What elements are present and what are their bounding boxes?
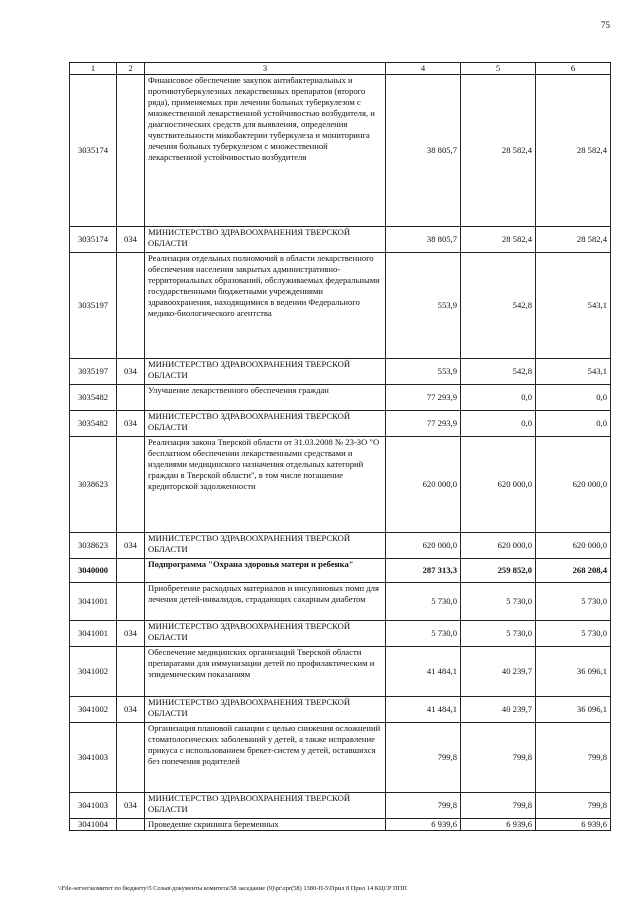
amount-year1-cell: 41 484,1 — [386, 697, 461, 723]
table-row — [70, 723, 611, 793]
amount-year2-cell: 40 239,7 — [461, 697, 536, 723]
description-cell: Улучшение лекарственного обеспечения граждан — [145, 385, 386, 411]
department-code-cell — [117, 75, 145, 227]
amount-year3-cell: 36 096,1 — [536, 697, 611, 723]
target-code-cell: 3038623 — [70, 533, 117, 559]
department-code-cell — [117, 647, 145, 697]
amount-year1-cell: 41 484,1 — [386, 647, 461, 697]
department-code-cell — [117, 437, 145, 533]
amount-year2-cell: 0,0 — [461, 411, 536, 437]
table-row — [70, 583, 611, 621]
description-cell: Приобретение расходных материалов и инсулиновых помп для лечения детей-инвалидов, страдающих сахарным диабетом — [145, 583, 386, 621]
description-cell: Организация плановой санации с целью снижения осложнений стоматологических заболеваний у детей, а также исправление прикуса с использованием брекет-систем у детей, оставшихся без попечения родителей — [145, 723, 386, 793]
amount-year2-cell: 6 939,6 — [461, 819, 536, 831]
amount-year3-cell: 5 730,0 — [536, 583, 611, 621]
amount-year1-cell: 5 730,0 — [386, 583, 461, 621]
department-code-cell — [117, 385, 145, 411]
amount-year1-cell: 6 939,6 — [386, 819, 461, 831]
table-row — [70, 559, 611, 583]
target-code-cell: 3041001 — [70, 583, 117, 621]
amount-year3-cell: 620 000,0 — [536, 437, 611, 533]
amount-year1-cell: 287 313,3 — [386, 559, 461, 583]
column-header-3: 3 — [145, 63, 386, 75]
table-row — [70, 437, 611, 533]
amount-year3-cell: 543,1 — [536, 253, 611, 359]
amount-year1-cell: 620 000,0 — [386, 437, 461, 533]
department-code-cell — [117, 583, 145, 621]
description-cell: Подпрограмма "Охрана здоровья матери и ребенка" — [145, 559, 386, 583]
description-cell: Обеспечение медицинских организаций Тверской области препаратами для иммунизации детей по профилактическим и эпидемическим показаниям — [145, 647, 386, 697]
target-code-cell: 3035197 — [70, 253, 117, 359]
table-row — [70, 533, 611, 559]
amount-year3-cell: 799,8 — [536, 793, 611, 819]
amount-year2-cell: 799,8 — [461, 793, 536, 819]
amount-year2-cell: 620 000,0 — [461, 533, 536, 559]
description-cell: МИНИСТЕРСТВО ЗДРАВООХРАНЕНИЯ ТВЕРСКОЙ ОБЛАСТИ — [145, 697, 386, 723]
description-cell: МИНИСТЕРСТВО ЗДРАВООХРАНЕНИЯ ТВЕРСКОЙ ОБЛАСТИ — [145, 359, 386, 385]
target-code-cell: 3038623 — [70, 437, 117, 533]
amount-year2-cell: 259 852,0 — [461, 559, 536, 583]
description-cell: МИНИСТЕРСТВО ЗДРАВООХРАНЕНИЯ ТВЕРСКОЙ ОБЛАСТИ — [145, 621, 386, 647]
department-code-cell: 034 — [117, 621, 145, 647]
amount-year2-cell: 28 582,4 — [461, 75, 536, 227]
amount-year2-cell: 5 730,0 — [461, 621, 536, 647]
amount-year1-cell: 77 293,9 — [386, 385, 461, 411]
budget-table — [69, 62, 611, 831]
amount-year2-cell: 28 582,4 — [461, 227, 536, 253]
table-row — [70, 75, 611, 227]
target-code-cell: 3041001 — [70, 621, 117, 647]
description-cell: МИНИСТЕРСТВО ЗДРАВООХРАНЕНИЯ ТВЕРСКОЙ ОБЛАСТИ — [145, 411, 386, 437]
amount-year3-cell: 28 582,4 — [536, 75, 611, 227]
department-code-cell: 034 — [117, 697, 145, 723]
description-cell: Реализация отдельных полномочий в области лекарственного обеспечения населения закрытых административно-территориальных образований, обслуживаемых федеральными государственными бюджетными учреждениями здравоохранения, находящимися в ведении Федерального медико-биологического агентства — [145, 253, 386, 359]
amount-year2-cell: 620 000,0 — [461, 437, 536, 533]
target-code-cell: 3041002 — [70, 697, 117, 723]
amount-year3-cell: 268 208,4 — [536, 559, 611, 583]
amount-year1-cell: 38 805,7 — [386, 227, 461, 253]
target-code-cell: 3041003 — [70, 793, 117, 819]
amount-year3-cell: 799,8 — [536, 723, 611, 793]
amount-year3-cell: 6 939,6 — [536, 819, 611, 831]
description-cell: МИНИСТЕРСТВО ЗДРАВООХРАНЕНИЯ ТВЕРСКОЙ ОБЛАСТИ — [145, 227, 386, 253]
page-number: 75 — [601, 20, 610, 30]
column-header-2: 2 — [117, 63, 145, 75]
column-header-1: 1 — [70, 63, 117, 75]
amount-year2-cell: 40 239,7 — [461, 647, 536, 697]
table-row — [70, 621, 611, 647]
target-code-cell: 3035482 — [70, 411, 117, 437]
amount-year2-cell: 542,8 — [461, 359, 536, 385]
table-row — [70, 227, 611, 253]
department-code-cell: 034 — [117, 359, 145, 385]
table-row — [70, 793, 611, 819]
target-code-cell: 3040000 — [70, 559, 117, 583]
file-path-footer: \\File-server\комитет по бюджету\5 Созыв\документы комитета\58 заседание (9)\pr\zpr(58) 1380-П-5\Прил 8 Прил 14 КЦСР ППП — [58, 885, 407, 892]
column-number-row — [70, 63, 611, 75]
amount-year1-cell: 553,9 — [386, 253, 461, 359]
department-code-cell: 034 — [117, 227, 145, 253]
amount-year1-cell: 553,9 — [386, 359, 461, 385]
description-cell: Проведение скрининга беременных — [145, 819, 386, 831]
amount-year1-cell: 799,8 — [386, 793, 461, 819]
column-header-4: 4 — [386, 63, 461, 75]
amount-year2-cell: 5 730,0 — [461, 583, 536, 621]
department-code-cell — [117, 253, 145, 359]
amount-year1-cell: 620 000,0 — [386, 533, 461, 559]
table-row — [70, 697, 611, 723]
column-header-6: 6 — [536, 63, 611, 75]
amount-year1-cell: 77 293,9 — [386, 411, 461, 437]
amount-year3-cell: 28 582,4 — [536, 227, 611, 253]
table-row — [70, 385, 611, 411]
amount-year3-cell: 543,1 — [536, 359, 611, 385]
amount-year3-cell: 0,0 — [536, 411, 611, 437]
amount-year1-cell: 5 730,0 — [386, 621, 461, 647]
target-code-cell: 3035482 — [70, 385, 117, 411]
amount-year1-cell: 799,8 — [386, 723, 461, 793]
amount-year3-cell: 620 000,0 — [536, 533, 611, 559]
amount-year3-cell: 0,0 — [536, 385, 611, 411]
department-code-cell — [117, 559, 145, 583]
amount-year3-cell: 5 730,0 — [536, 621, 611, 647]
amount-year2-cell: 799,8 — [461, 723, 536, 793]
target-code-cell: 3041004 — [70, 819, 117, 831]
description-cell: МИНИСТЕРСТВО ЗДРАВООХРАНЕНИЯ ТВЕРСКОЙ ОБЛАСТИ — [145, 533, 386, 559]
target-code-cell: 3041002 — [70, 647, 117, 697]
amount-year1-cell: 38 805,7 — [386, 75, 461, 227]
description-cell: Реализация закона Тверской области от 31.03.2008 № 23-ЗО "О бесплатном обеспечении лекарственными средствами и изделиями медицинского назначения отдельных категорий граждан в Тверской области", в том числе погашение кредиторской задолженности — [145, 437, 386, 533]
amount-year2-cell: 542,8 — [461, 253, 536, 359]
target-code-cell: 3035174 — [70, 227, 117, 253]
table-row — [70, 819, 611, 831]
department-code-cell: 034 — [117, 793, 145, 819]
department-code-cell: 034 — [117, 533, 145, 559]
table-row — [70, 647, 611, 697]
description-cell: МИНИСТЕРСТВО ЗДРАВООХРАНЕНИЯ ТВЕРСКОЙ ОБЛАСТИ — [145, 793, 386, 819]
target-code-cell: 3041003 — [70, 723, 117, 793]
department-code-cell: 034 — [117, 411, 145, 437]
description-cell: Финансовое обеспечение закупок антибактериальных и противотуберкулезных лекарственных препаратов (второго ряда), применяемых при лечении больных туберкулезом с множественной лекарственной устойчивостью возбудителя, и диагностических средств для выявления, определения чувствительности микобактерии туберкулеза и мониторинга лечения больных туберкулезом с множественной лекарственной устойчивостью возбудителя — [145, 75, 386, 227]
department-code-cell — [117, 819, 145, 831]
department-code-cell — [117, 723, 145, 793]
amount-year2-cell: 0,0 — [461, 385, 536, 411]
target-code-cell: 3035174 — [70, 75, 117, 227]
table-body — [70, 75, 611, 831]
table-row — [70, 359, 611, 385]
target-code-cell: 3035197 — [70, 359, 117, 385]
amount-year3-cell: 36 096,1 — [536, 647, 611, 697]
table-row — [70, 253, 611, 359]
column-header-5: 5 — [461, 63, 536, 75]
table-row — [70, 411, 611, 437]
